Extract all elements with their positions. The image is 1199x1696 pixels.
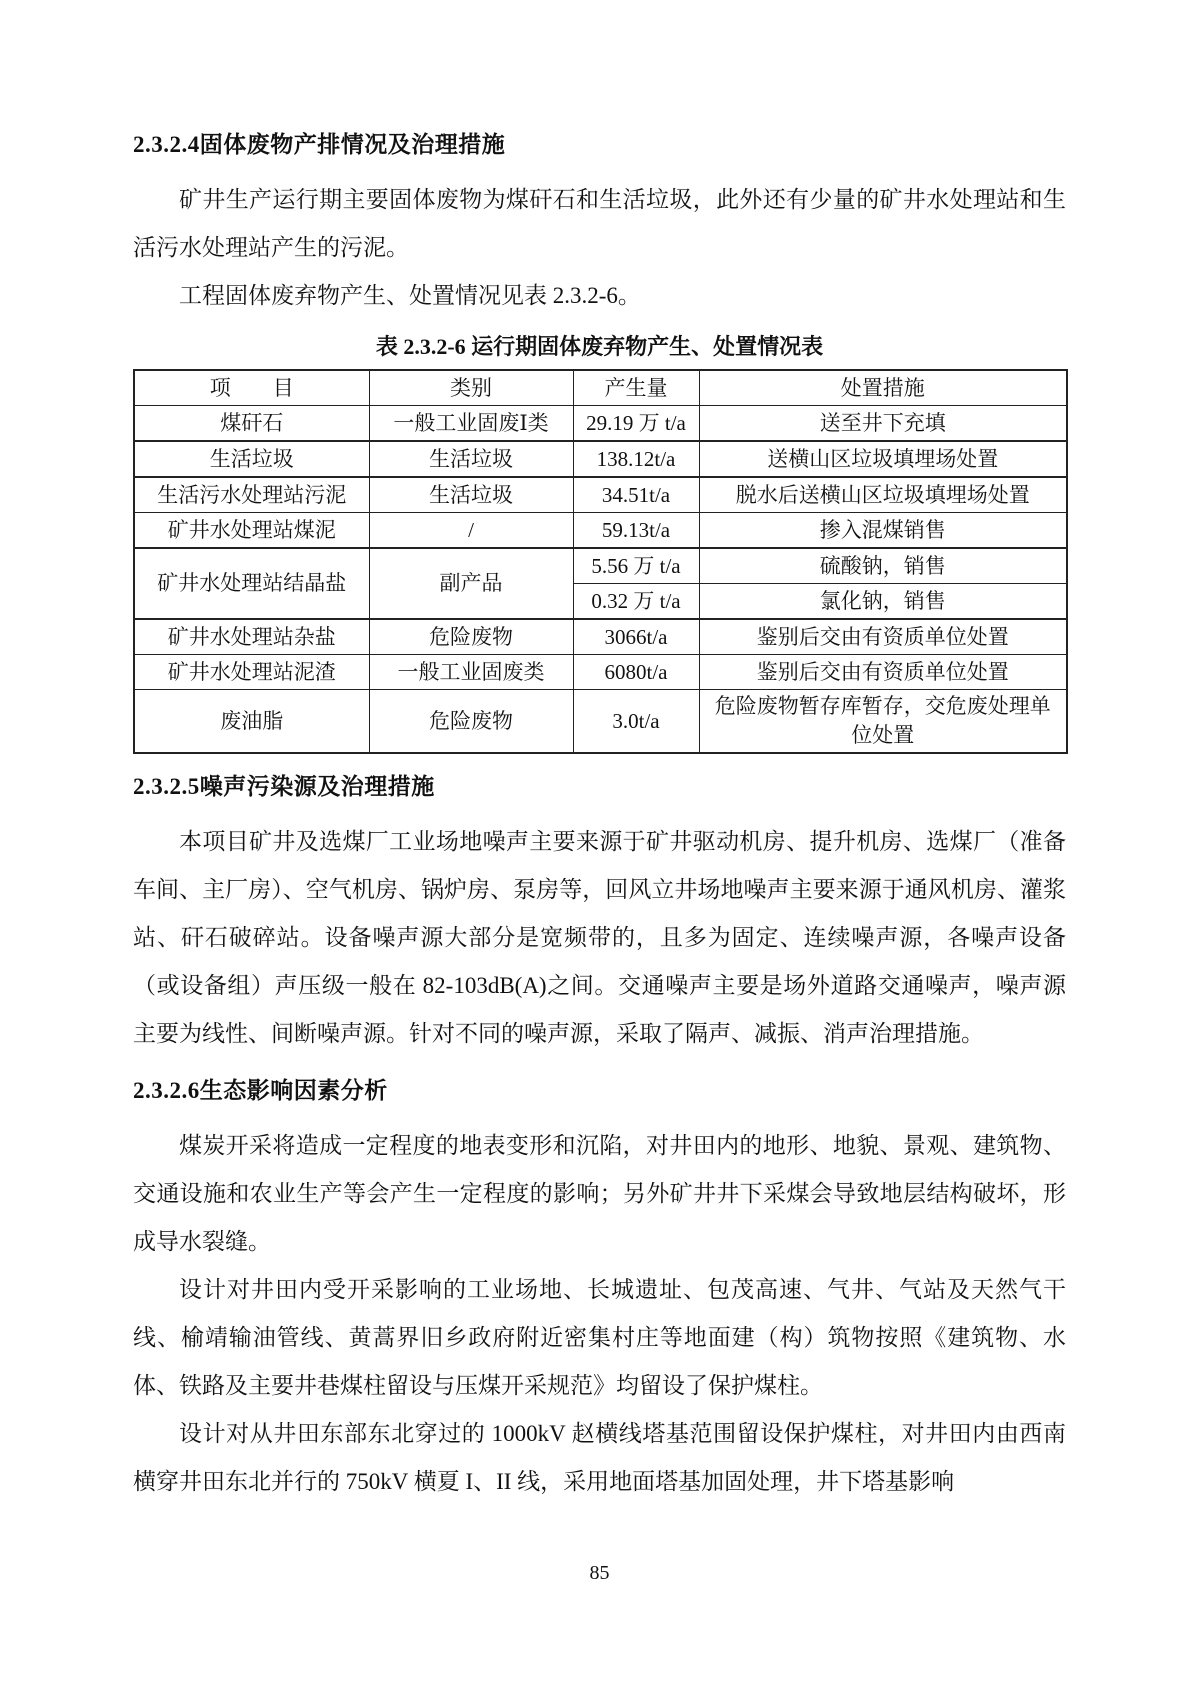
cell-amount: 29.19 万 t/a [573,406,699,442]
cell-amount: 5.56 万 t/a [573,548,699,584]
cell-disposal: 送横山区垃圾填埋场处置 [699,441,1067,477]
page-number: 85 [589,1562,610,1584]
paragraph: 本项目矿井及选煤厂工业场地噪声主要来源于矿井驱动机房、提升机房、选煤厂（准备车间、主厂房）、空气机房、锅炉房、泵房等，回风立井场地噪声主要来源于通风机房、灌浆站、矸石破碎站。设备噪声源大部分是宽频带的，且多为固定、连续噪声源，各噪声设备（或设备组）声压级一般在 82-103dB(A)之间。交通噪声主要是场外道路交通噪声，噪声源主要为线性、间断噪声源。针对不同的噪声源，采取了隔声、减振、消声治理措施。 [133,829,1066,1046]
cell-item: 矿井水处理站杂盐 [134,619,369,655]
table-header-row [134,370,1067,406]
cell-disposal: 送至井下充填 [699,406,1067,442]
paragraph: 工程固体废弃物产生、处置情况见表 2.3.2-6。 [179,283,641,308]
cell-item: 煤矸石 [134,406,369,442]
column-header-disposal: 处置措施 [699,370,1067,406]
table-row [134,690,1067,754]
cell-disposal: 危险废物暂存库暂存，交危废处理单位处置 [699,690,1067,754]
cell-category: 危险废物 [369,690,573,754]
table-caption: 表 2.3.2-6 运行期固体废弃物产生、处置情况表 [375,334,824,359]
cell-disposal: 掺入混煤销售 [699,513,1067,549]
column-header-amount: 产生量 [573,370,699,406]
cell-amount: 34.51t/a [573,477,699,513]
cell-amount: 0.32 万 t/a [573,584,699,620]
paragraph: 矿井生产运行期主要固体废物为煤矸石和生活垃圾，此外还有少量的矿井水处理站和生活污水处理站产生的污泥。 [133,187,1066,260]
cell-disposal: 氯化钠，销售 [699,584,1067,620]
cell-disposal: 硫酸钠，销售 [699,548,1067,584]
cell-disposal: 鉴别后交由有资质单位处置 [699,619,1067,655]
cell-category: 一般工业固废Ⅰ类 [369,406,573,442]
cell-item: 矿井水处理站结晶盐 [134,548,369,619]
cell-category: 生活垃圾 [369,477,573,513]
table-row [134,655,1067,690]
cell-item: 生活垃圾 [134,441,369,477]
cell-category: / [369,513,573,549]
paragraph: 设计对井田内受开采影响的工业场地、长城遗址、包茂高速、气井、气站及天然气干线、榆靖输油管线、黄蒿界旧乡政府附近密集村庄等地面建（构）筑物按照《建筑物、水体、铁路及主要井巷煤柱留设与压煤开采规范》均留设了保护煤柱。 [133,1277,1066,1398]
table-row [134,441,1067,477]
cell-amount: 3066t/a [573,619,699,655]
cell-disposal: 鉴别后交由有资质单位处置 [699,655,1067,690]
cell-amount: 3.0t/a [573,690,699,754]
cell-disposal: 脱水后送横山区垃圾填埋场处置 [699,477,1067,513]
page-content [133,130,1066,1506]
section-heading-2-3-2-4: 2.3.2.4固体废物产排情况及治理措施 [133,132,506,157]
cell-amount: 138.12t/a [573,441,699,477]
section-heading-2-3-2-6: 2.3.2.6生态影响因素分析 [133,1078,388,1103]
paragraph: 煤炭开采将造成一定程度的地表变形和沉陷，对井田内的地形、地貌、景观、建筑物、交通设施和农业生产等会产生一定程度的影响；另外矿井井下采煤会导致地层结构破坏，形成导水裂缝。 [133,1133,1066,1254]
cell-item: 矿井水处理站煤泥 [134,513,369,549]
table-row [134,513,1067,549]
cell-item: 生活污水处理站污泥 [134,477,369,513]
column-header-item: 项 目 [134,370,369,406]
table-row [134,548,1067,584]
cell-item: 矿井水处理站泥渣 [134,655,369,690]
cell-category: 副产品 [369,548,573,619]
cell-category: 一般工业固废类 [369,655,573,690]
cell-amount: 59.13t/a [573,513,699,549]
cell-category: 生活垃圾 [369,441,573,477]
table-row [134,619,1067,655]
table-row [134,477,1067,513]
cell-category: 危险废物 [369,619,573,655]
table-row [134,406,1067,442]
solid-waste-table [133,369,1068,754]
paragraph: 设计对从井田东部东北穿过的 1000kV 赵横线塔基范围留设保护煤柱，对井田内由西南横穿井田东北并行的 750kV 横夏 I、II 线，采用地面塔基加固处理，井下塔基影响 [133,1421,1066,1494]
cell-amount: 6080t/a [573,655,699,690]
cell-item: 废油脂 [134,690,369,754]
section-heading-2-3-2-5: 2.3.2.5噪声污染源及治理措施 [133,774,435,799]
column-header-category: 类别 [369,370,573,406]
